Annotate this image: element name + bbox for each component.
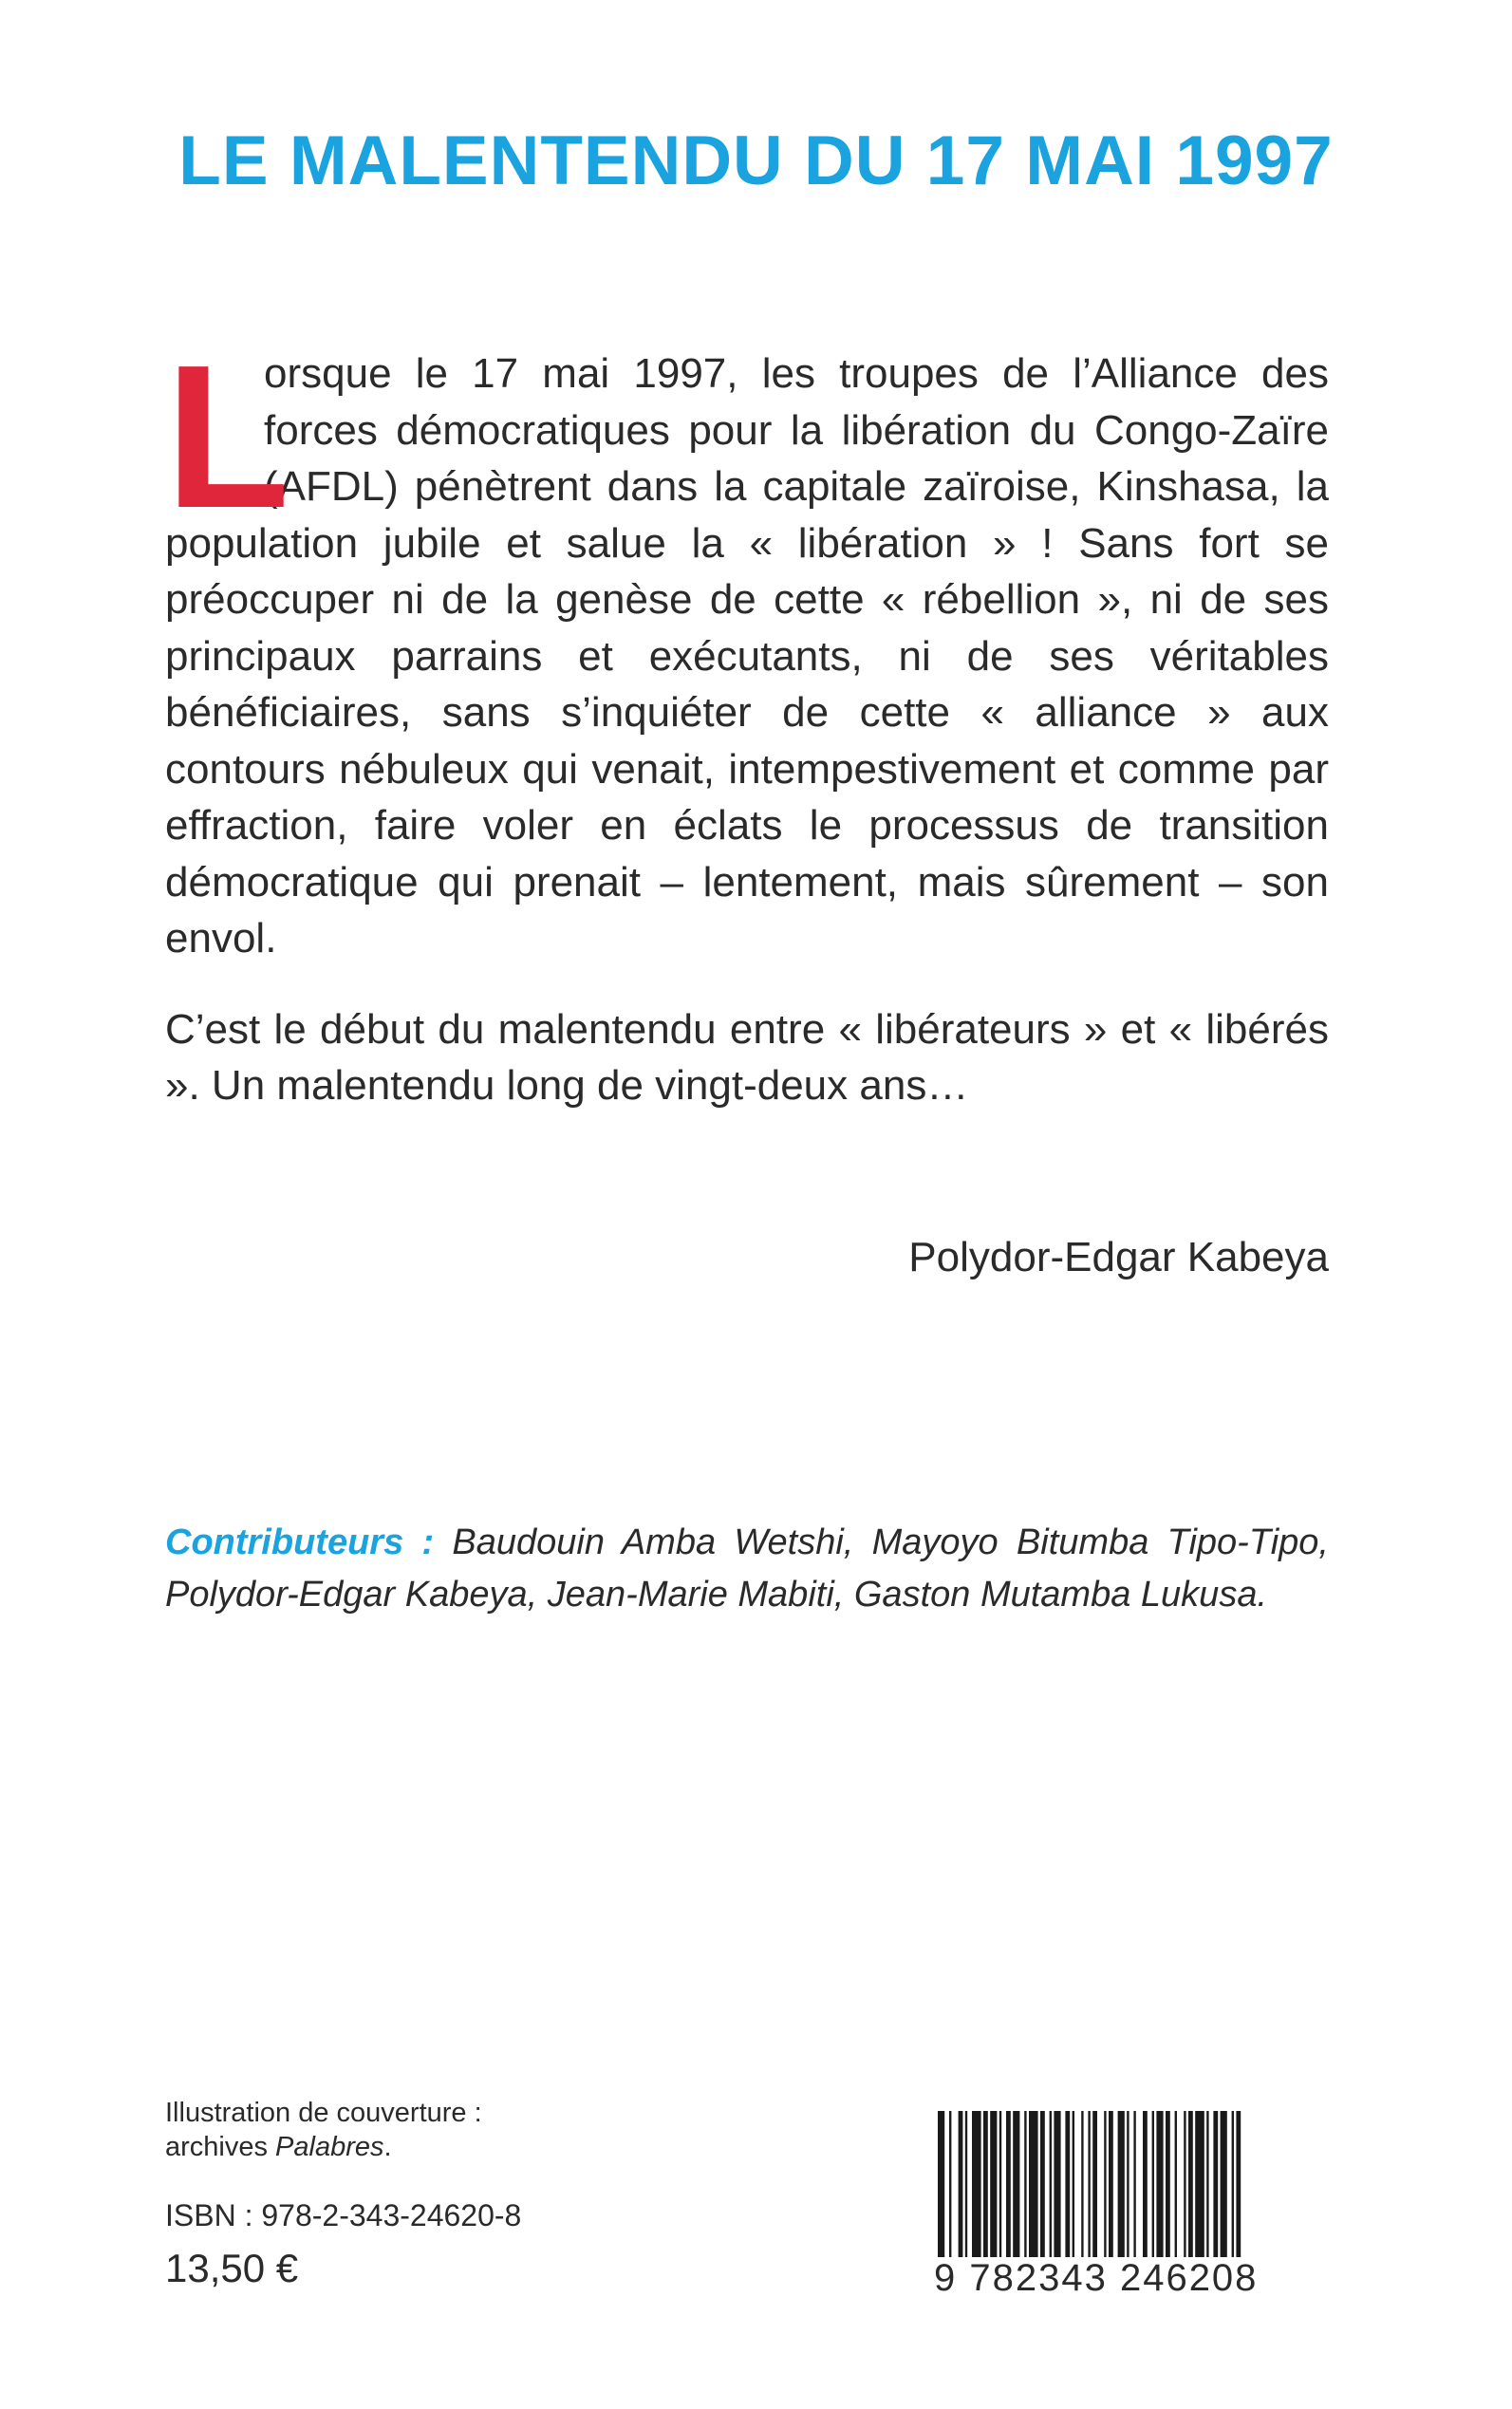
illustration-credit-line2: archives Palabres. xyxy=(165,2132,392,2162)
book-title: LE MALENTENDU DU 17 MAI 1997 xyxy=(178,122,1334,199)
author-signature: Polydor-Edgar Kabeya xyxy=(908,1234,1329,1280)
back-cover-blurb xyxy=(165,322,1329,1114)
contributors-names: Baudouin Amba Wetshi, Mayoyo Bitumba Tipo-Tipo, Polydor-Edgar Kabeya, Jean-Marie Mabiti, Gaston Mutamba Lukusa. xyxy=(165,1522,1329,1615)
drop-cap: L xyxy=(165,322,290,551)
isbn: ISBN : 978-2-343-24620-8 xyxy=(165,2198,522,2232)
blurb-paragraph-2: C’est le début du malentendu entre « libérateurs » et « libérés ». Un malentendu long de vingt-deux ans… xyxy=(165,1005,1329,1109)
contributors xyxy=(165,1517,1329,1621)
illustration-credit-line1: Illustration de couverture : xyxy=(165,2098,482,2128)
barcode-digits: 9 782343 246208 xyxy=(934,2257,1325,2300)
contributors-label: Contributeurs : xyxy=(165,1522,435,1562)
blurb-paragraph-1: L orsque le 17 mai 1997, les troupes de l’Alliance des forces démocratiques pour la libération du Congo-Zaïre (AFDL) pénètrent dans la capitale zaïroise, Kinshasa, la population jubile et salue la « libération » ! Sans fort se préoccuper ni de la genèse de cette « rébellion », ni de ses principaux parrains et exécutants, ni de ses véritables bénéficiaires, sans s’inquiéter de cette « alliance » aux contours nébuleux qui venait, intempestivement et comme par effraction, faire voler en éclats le processus de transition démocratique qui prenait – lentement, mais sûrement – son envol. xyxy=(165,322,1329,962)
price: 13,50 € xyxy=(165,2246,299,2290)
illustration-credit xyxy=(165,2096,482,2164)
